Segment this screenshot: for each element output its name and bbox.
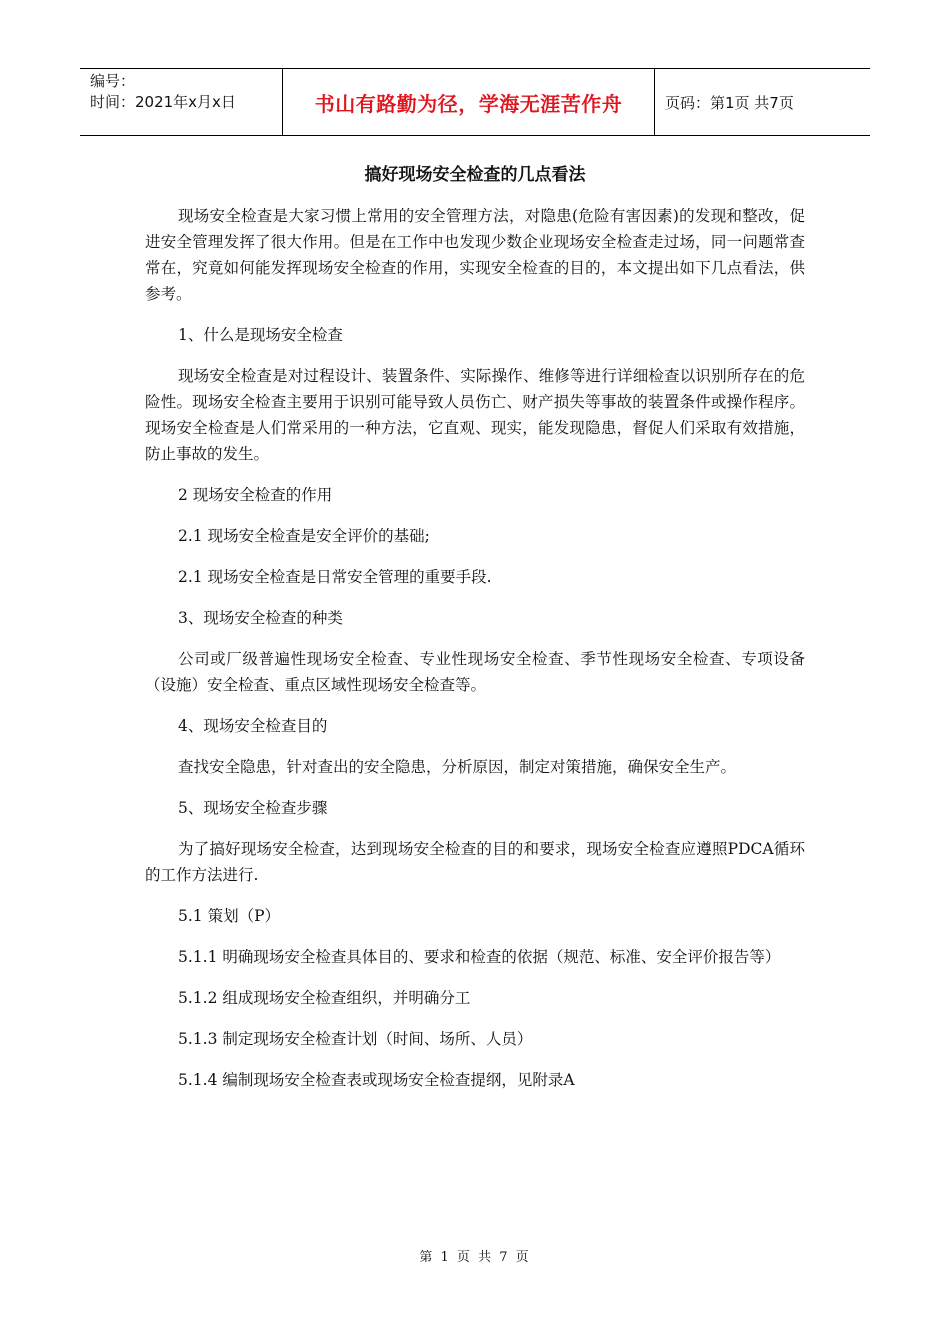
section-1-paragraph: 现场安全检查是对过程设计、装置条件、实际操作、维修等进行详细检查以识别所存在的危险性。现场安全检查主要用于识别可能导致人员伤亡、财产损失等事故的装置条件或操作程序。现场安全检查是人们常采用的一种方法，它直观、现实，能发现隐患，督促人们采取有效措施，防止事故的发生。: [145, 367, 805, 463]
subsection-5-1-1: 5.1.1 明确现场安全检查具体目的、要求和检查的依据（规范、标准、安全评价报告等）: [178, 948, 781, 966]
document-title: 搞好现场安全检查的几点看法: [364, 165, 586, 185]
subsection-5-1-heading: 5.1 策划（P）: [178, 907, 281, 925]
header-motto: 书山有路勤为径，学海无涯苦作舟: [314, 91, 623, 116]
section-heading-5: 5、现场安全检查步骤: [178, 799, 328, 817]
intro-paragraph: 现场安全检查是大家习惯上常用的安全管理方法，对隐患(危险有害因素)的发现和整改，促进安全管理发挥了很大作用。但是在工作中也发现少数企业现场安全检查走过场，同一问题常查常在，究竟如何能发挥现场安全检查的作用，实现安全检查的目的，本文提出如下几点看法，供参考。: [145, 207, 805, 303]
subsection-5-1-2: 5.1.2 组成现场安全检查组织，并明确分工: [178, 989, 471, 1007]
section-heading-1: 1、什么是现场安全检查: [178, 326, 343, 344]
section-3-paragraph: 公司或厂级普遍性现场安全检查、专业性现场安全检查、季节性现场安全检查、专项设备（设施）安全检查、重点区域性现场安全检查等。: [145, 650, 805, 694]
section-2-item-2: 2.1 现场安全检查是日常安全管理的重要手段.: [178, 568, 492, 586]
section-2-item-1: 2.1 现场安全检查是安全评价的基础;: [178, 527, 430, 545]
section-heading-3: 3、现场安全检查的种类: [178, 609, 343, 627]
header-page-info: 页码：第1页 共7页: [665, 93, 794, 112]
header-meta-cell: [80, 69, 283, 135]
section-heading-2: 2 现场安全检查的作用: [178, 486, 333, 504]
document-header: [80, 68, 870, 136]
section-heading-4: 4、现场安全检查目的: [178, 717, 328, 735]
header-motto-cell: [283, 69, 655, 135]
document-body: [145, 203, 805, 1093]
section-5-paragraph: 为了搞好现场安全检查，达到现场安全检查的目的和要求，现场安全检查应遵照PDCA循环的工作方法进行.: [145, 840, 805, 884]
header-page-cell: [655, 69, 870, 135]
subsection-5-1-3: 5.1.3 制定现场安全检查计划（时间、场所、人员）: [178, 1030, 533, 1048]
section-4-paragraph: 查找安全隐患，针对查出的安全隐患，分析原因，制定对策措施，确保安全生产。: [178, 758, 737, 776]
document-number-label: 编号：: [90, 72, 136, 90]
document-time-label: 时间：2021年x月x日: [90, 93, 236, 111]
page-footer: 第 1 页 共 7 页: [419, 1250, 531, 1265]
subsection-5-1-4: 5.1.4 编制现场安全检查表或现场安全检查提纲，见附录A: [178, 1071, 575, 1089]
